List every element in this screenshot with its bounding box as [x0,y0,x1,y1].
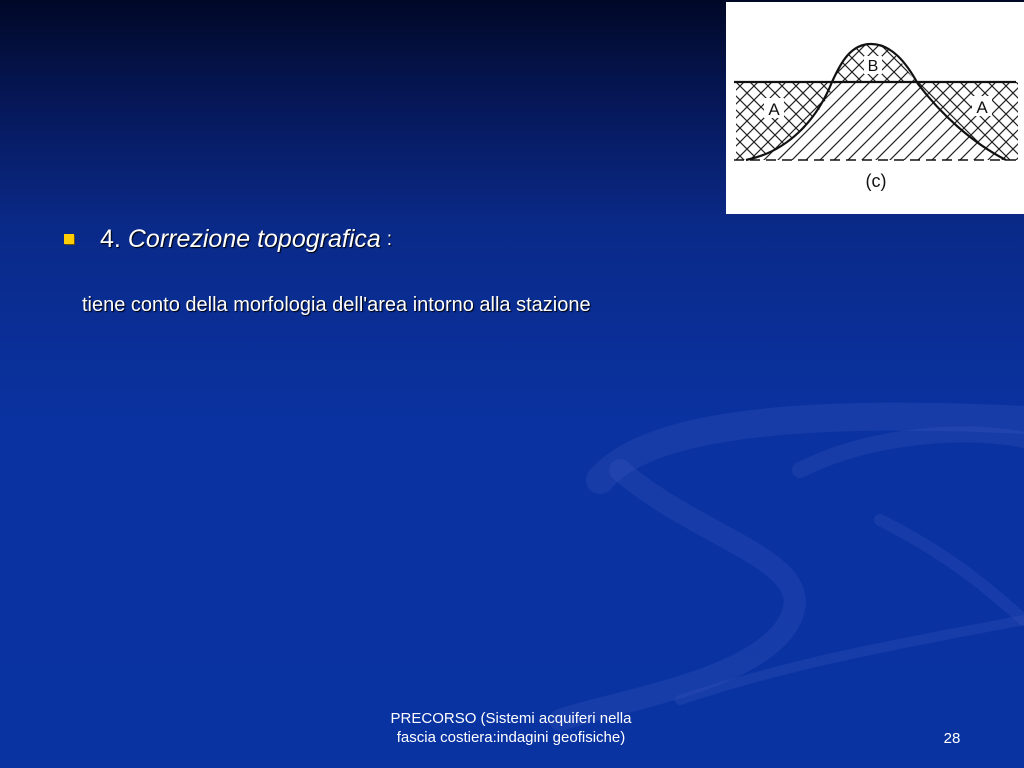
bullet-description: tiene conto della morfologia dell'area intorno alla stazione [82,294,591,316]
terrain-diagram [726,2,1024,214]
bullet-square-icon [64,234,74,244]
footer-line-1: PRECORSO (Sistemi acquiferi nella [390,710,632,727]
label-a-left: A [768,100,780,119]
label-a-right: A [976,98,988,117]
label-b: B [867,58,879,75]
topographic-correction-figure [726,2,1024,214]
footer-line-2: fascia costiera:indagini geofisiche) [396,729,626,746]
page-number: 28 [943,730,961,747]
bullet-colon: : [386,229,393,250]
bullet-item [64,222,392,256]
slide-footer [344,709,678,747]
bullet-title: Correzione topografica [127,224,381,253]
bullet-number: 4. [100,224,121,253]
figure-caption: (c) [865,171,887,191]
